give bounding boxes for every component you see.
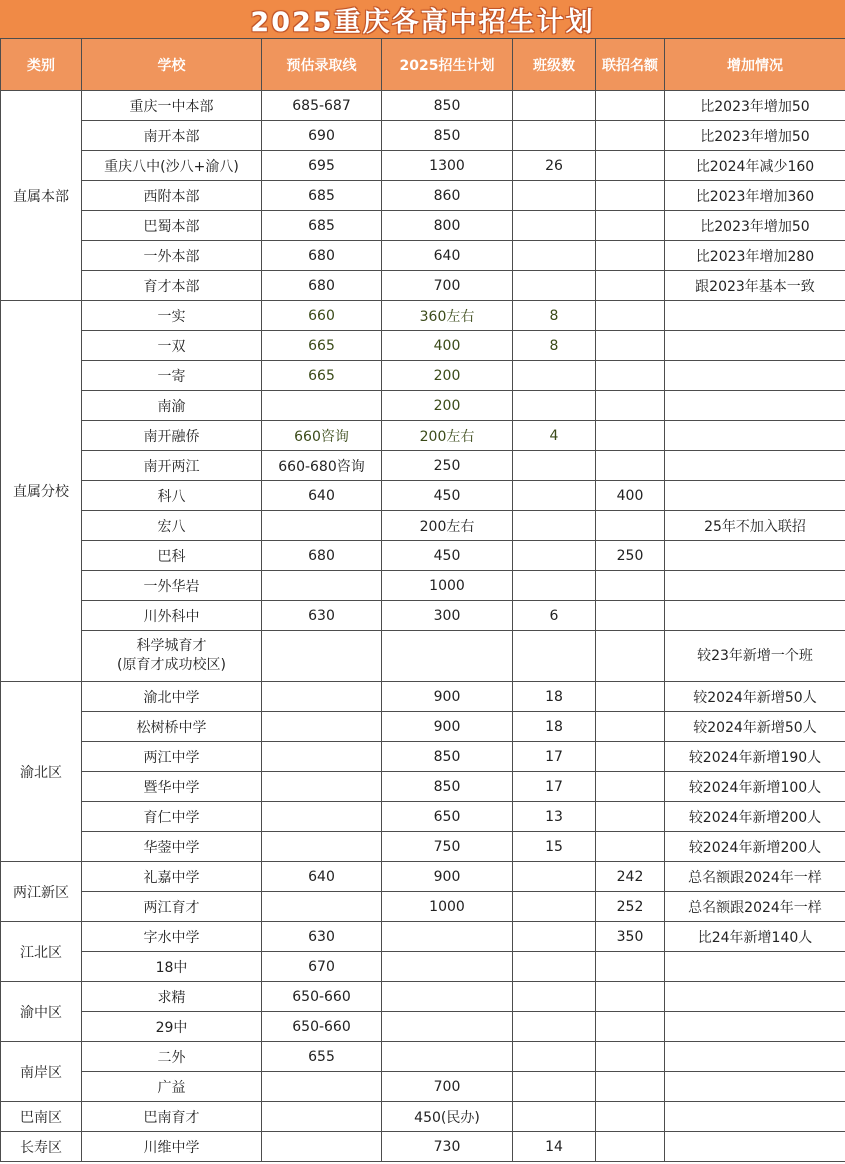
school-cell: 重庆一中本部 [82,91,262,121]
score-cell [262,1102,382,1132]
joint-quota-cell [596,631,665,682]
table-row [1,712,845,742]
table-row [1,601,845,631]
joint-quota-cell [596,772,665,802]
change-cell: 较2024年新增200人 [665,832,845,862]
class-count-cell [513,1012,596,1042]
school-cell: 川外科中 [82,601,262,631]
plan-cell: 700 [382,271,513,301]
change-cell: 较23年新增一个班 [665,631,845,682]
plan-cell: 750 [382,832,513,862]
joint-quota-cell [596,241,665,271]
change-cell [665,361,845,391]
score-cell [262,712,382,742]
joint-quota-cell [596,742,665,772]
table-row [1,151,845,181]
school-name-line: 科学城育才 [136,638,207,654]
class-count-cell [513,91,596,121]
class-count-cell [513,391,596,421]
table-row [1,121,845,151]
category-cell: 渝中区 [1,982,82,1042]
joint-quota-cell [596,1072,665,1102]
class-count-cell [513,1042,596,1072]
plan-cell: 250 [382,451,513,481]
school-cell: 育仁中学 [82,802,262,832]
plan-cell [382,1012,513,1042]
table-header-row [1,39,845,91]
school-cell: 渝北中学 [82,682,262,712]
school-cell: 求精 [82,982,262,1012]
category-cell: 长寿区 [1,1132,82,1162]
joint-quota-cell [596,982,665,1012]
school-cell: 南开本部 [82,121,262,151]
table-row [1,982,845,1012]
change-cell: 总名额跟2024年一样 [665,862,845,892]
change-cell [665,541,845,571]
table-row [1,301,845,331]
change-cell [665,301,845,331]
school-cell: 一双 [82,331,262,361]
change-cell [665,571,845,601]
plan-cell: 360左右 [382,301,513,331]
table-row [1,391,845,421]
category-cell: 巴南区 [1,1102,82,1132]
score-cell: 640 [262,481,382,511]
plan-cell: 900 [382,682,513,712]
class-count-cell [513,982,596,1012]
change-cell: 比2023年增加360 [665,181,845,211]
joint-quota-cell: 242 [596,862,665,892]
score-cell: 670 [262,952,382,982]
change-cell [665,982,845,1012]
school-cell: 宏八 [82,511,262,541]
header-enrollment-plan: 2025招生计划 [382,39,513,91]
joint-quota-cell [596,1012,665,1042]
table-row [1,1042,845,1072]
joint-quota-cell [596,151,665,181]
plan-cell: 850 [382,91,513,121]
page-title: 2025重庆各高中招生计划 [0,0,845,38]
class-count-cell [513,271,596,301]
school-cell: 广益 [82,1072,262,1102]
class-count-cell [513,241,596,271]
table-row [1,511,845,541]
score-cell: 665 [262,331,382,361]
school-cell: 重庆八中(沙八+渝八) [82,151,262,181]
table-row [1,832,845,862]
class-count-cell [513,862,596,892]
table-row [1,421,845,451]
table-row [1,802,845,832]
header-category: 类别 [1,39,82,91]
score-cell [262,802,382,832]
score-cell: 630 [262,922,382,952]
score-cell [262,631,382,682]
school-cell: 巴南育才 [82,1102,262,1132]
change-cell [665,481,845,511]
table-row [1,631,845,682]
joint-quota-cell [596,271,665,301]
table-row [1,211,845,241]
score-cell [262,1072,382,1102]
joint-quota-cell [596,511,665,541]
change-cell: 25年不加入联招 [665,511,845,541]
category-cell: 南岸区 [1,1042,82,1102]
school-cell: 二外 [82,1042,262,1072]
joint-quota-cell [596,832,665,862]
school-cell: 科八 [82,481,262,511]
change-cell: 较2024年新增50人 [665,712,845,742]
class-count-cell: 17 [513,772,596,802]
table-row [1,541,845,571]
table-row [1,361,845,391]
score-cell [262,742,382,772]
score-cell: 655 [262,1042,382,1072]
joint-quota-cell [596,331,665,361]
score-cell [262,832,382,862]
table-row [1,571,845,601]
joint-quota-cell [596,451,665,481]
joint-quota-cell [596,91,665,121]
class-count-cell [513,361,596,391]
table-row [1,742,845,772]
table-row [1,862,845,892]
school-cell: 南开融侨 [82,421,262,451]
change-cell: 较2024年新增50人 [665,682,845,712]
change-cell [665,1012,845,1042]
plan-cell: 900 [382,712,513,742]
plan-cell: 450 [382,481,513,511]
table-row [1,1072,845,1102]
plan-cell: 200左右 [382,421,513,451]
class-count-cell: 15 [513,832,596,862]
table-row [1,952,845,982]
plan-cell [382,922,513,952]
table-row [1,451,845,481]
joint-quota-cell: 252 [596,892,665,922]
enrollment-table [0,38,845,1162]
class-count-cell [513,892,596,922]
category-cell: 直属分校 [1,301,82,682]
school-cell: 巴科 [82,541,262,571]
class-count-cell [513,181,596,211]
class-count-cell: 26 [513,151,596,181]
joint-quota-cell [596,601,665,631]
joint-quota-cell: 350 [596,922,665,952]
school-cell: 巴蜀本部 [82,211,262,241]
class-count-cell: 17 [513,742,596,772]
class-count-cell [513,481,596,511]
plan-cell: 900 [382,862,513,892]
score-cell [262,1132,382,1162]
plan-cell: 850 [382,772,513,802]
school-cell: 两江中学 [82,742,262,772]
change-cell [665,1072,845,1102]
score-cell [262,511,382,541]
category-cell: 江北区 [1,922,82,982]
school-name-note: (原育才成功校区) [117,657,226,673]
joint-quota-cell [596,1102,665,1132]
joint-quota-cell [596,421,665,451]
score-cell: 685 [262,181,382,211]
school-cell [82,631,262,682]
table-body [1,91,845,1162]
table-row [1,1012,845,1042]
class-count-cell [513,631,596,682]
plan-cell: 850 [382,742,513,772]
score-cell: 685 [262,211,382,241]
plan-cell [382,631,513,682]
joint-quota-cell [596,1042,665,1072]
class-count-cell: 8 [513,301,596,331]
plan-cell: 200 [382,361,513,391]
class-count-cell [513,211,596,241]
school-cell: 西附本部 [82,181,262,211]
change-cell [665,451,845,481]
change-cell: 较2024年新增190人 [665,742,845,772]
header-change: 增加情况 [665,39,845,91]
change-cell [665,1132,845,1162]
plan-cell: 450 [382,541,513,571]
plan-cell: 730 [382,1132,513,1162]
table-row [1,241,845,271]
table-row [1,331,845,361]
change-cell: 总名额跟2024年一样 [665,892,845,922]
plan-cell: 1300 [382,151,513,181]
school-cell: 一外华岩 [82,571,262,601]
class-count-cell [513,922,596,952]
plan-cell: 200左右 [382,511,513,541]
class-count-cell: 18 [513,712,596,742]
score-cell: 695 [262,151,382,181]
class-count-cell: 14 [513,1132,596,1162]
change-cell [665,1102,845,1132]
change-cell: 比2023年增加50 [665,211,845,241]
school-cell: 一实 [82,301,262,331]
plan-cell: 650 [382,802,513,832]
score-cell [262,892,382,922]
class-count-cell [513,121,596,151]
change-cell [665,601,845,631]
header-school: 学校 [82,39,262,91]
score-cell: 650-660 [262,982,382,1012]
change-cell: 比24年新增140人 [665,922,845,952]
school-cell: 南渝 [82,391,262,421]
table-row [1,772,845,802]
joint-quota-cell [596,571,665,601]
class-count-cell: 4 [513,421,596,451]
school-cell: 字水中学 [82,922,262,952]
plan-cell: 1000 [382,892,513,922]
score-cell: 660-680咨询 [262,451,382,481]
plan-cell [382,952,513,982]
plan-cell: 860 [382,181,513,211]
school-cell: 南开两江 [82,451,262,481]
class-count-cell [513,541,596,571]
school-cell: 18中 [82,952,262,982]
joint-quota-cell [596,682,665,712]
plan-cell: 300 [382,601,513,631]
score-cell: 665 [262,361,382,391]
table-row [1,892,845,922]
change-cell: 跟2023年基本一致 [665,271,845,301]
table-row [1,481,845,511]
plan-cell [382,1042,513,1072]
school-cell: 一寄 [82,361,262,391]
change-cell: 较2024年新增200人 [665,802,845,832]
school-cell: 育才本部 [82,271,262,301]
change-cell [665,421,845,451]
change-cell [665,331,845,361]
header-class-count: 班级数 [513,39,596,91]
change-cell [665,952,845,982]
joint-quota-cell [596,181,665,211]
score-cell: 630 [262,601,382,631]
joint-quota-cell [596,391,665,421]
category-cell: 两江新区 [1,862,82,922]
score-cell: 660 [262,301,382,331]
score-cell: 680 [262,541,382,571]
school-cell: 礼嘉中学 [82,862,262,892]
plan-cell: 1000 [382,571,513,601]
school-cell: 川维中学 [82,1132,262,1162]
plan-cell: 850 [382,121,513,151]
change-cell: 较2024年新增100人 [665,772,845,802]
class-count-cell: 8 [513,331,596,361]
plan-cell: 400 [382,331,513,361]
school-cell: 松树桥中学 [82,712,262,742]
table-row [1,1132,845,1162]
school-cell: 暨华中学 [82,772,262,802]
plan-cell [382,982,513,1012]
joint-quota-cell [596,361,665,391]
change-cell: 比2023年增加50 [665,121,845,151]
change-cell: 比2023年增加280 [665,241,845,271]
table-row [1,922,845,952]
change-cell [665,1042,845,1072]
plan-cell: 450(民办) [382,1102,513,1132]
table-row [1,682,845,712]
score-cell [262,682,382,712]
school-cell: 华蓥中学 [82,832,262,862]
joint-quota-cell [596,211,665,241]
table-row [1,271,845,301]
school-cell: 一外本部 [82,241,262,271]
plan-cell: 640 [382,241,513,271]
change-cell: 比2023年增加50 [665,91,845,121]
class-count-cell: 6 [513,601,596,631]
joint-quota-cell: 250 [596,541,665,571]
score-cell: 640 [262,862,382,892]
joint-quota-cell [596,301,665,331]
school-cell: 两江育才 [82,892,262,922]
class-count-cell [513,571,596,601]
score-cell: 680 [262,271,382,301]
joint-quota-cell [596,121,665,151]
joint-quota-cell [596,952,665,982]
class-count-cell [513,1102,596,1132]
score-cell: 650-660 [262,1012,382,1042]
table-row [1,181,845,211]
class-count-cell: 18 [513,682,596,712]
joint-quota-cell [596,802,665,832]
joint-quota-cell [596,712,665,742]
score-cell [262,772,382,802]
class-count-cell [513,952,596,982]
score-cell: 660咨询 [262,421,382,451]
header-joint-quota: 联招名额 [596,39,665,91]
joint-quota-cell: 400 [596,481,665,511]
class-count-cell: 13 [513,802,596,832]
class-count-cell [513,1072,596,1102]
category-cell: 渝北区 [1,682,82,862]
score-cell: 690 [262,121,382,151]
category-cell: 直属本部 [1,91,82,301]
score-cell [262,391,382,421]
score-cell [262,571,382,601]
table-row [1,1102,845,1132]
class-count-cell [513,451,596,481]
table-row [1,91,845,121]
change-cell [665,391,845,421]
school-cell: 29中 [82,1012,262,1042]
joint-quota-cell [596,1132,665,1162]
plan-cell: 800 [382,211,513,241]
change-cell: 比2024年减少160 [665,151,845,181]
plan-cell: 700 [382,1072,513,1102]
plan-cell: 200 [382,391,513,421]
header-estimated-score: 预估录取线 [262,39,382,91]
score-cell: 680 [262,241,382,271]
class-count-cell [513,511,596,541]
score-cell: 685-687 [262,91,382,121]
